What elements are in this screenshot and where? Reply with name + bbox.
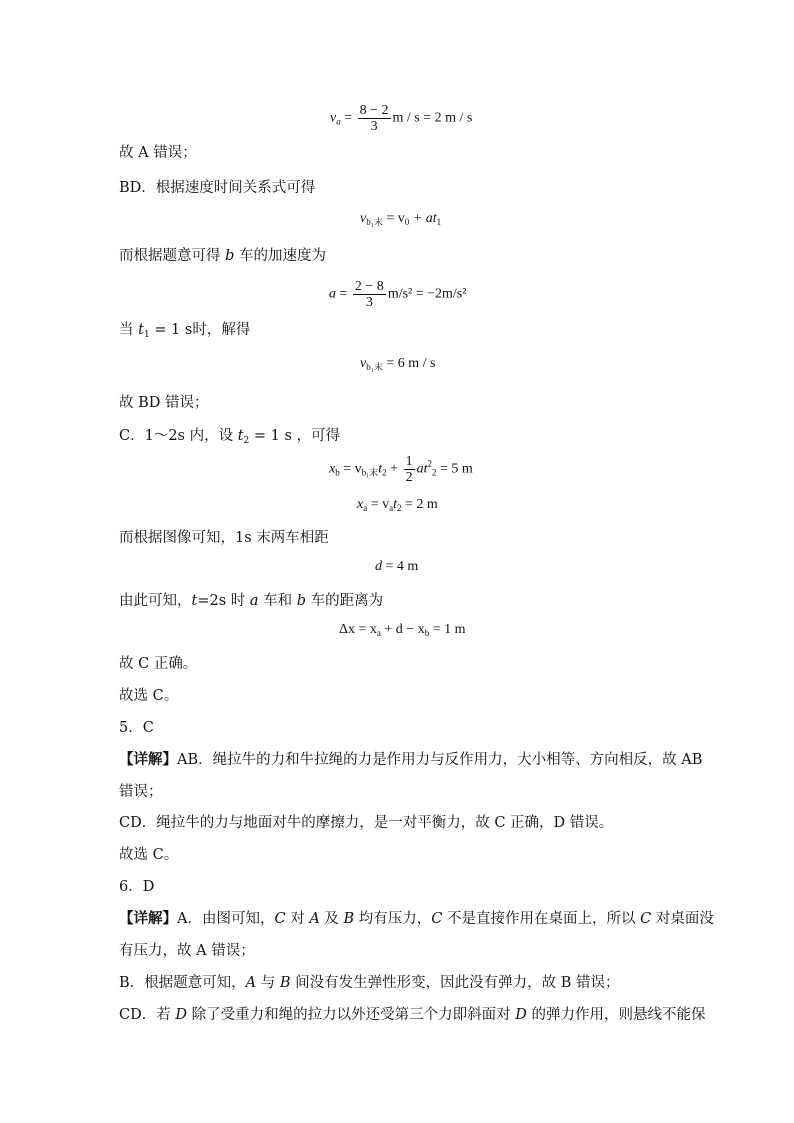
text-line: 有压力，故 A 错误； (119, 943, 255, 959)
text-line: 错误； (119, 784, 163, 800)
equation-acceleration: a = $\frac{2 - 8}{3}$ m/s² = −2m/s² (329, 279, 467, 310)
text-line: BD．根据速度时间关系式可得 (119, 180, 316, 196)
text-line: C．1～2s 内，设 $t_2 = 1$ s ，可得 (119, 428, 341, 446)
text-line: 而根据图像可知，1s 末两车相距 (119, 530, 329, 546)
text-line: 故 C 正确。 (119, 656, 198, 672)
question-number: 6．D (119, 879, 155, 895)
text-line: 故 A 错误； (119, 145, 197, 161)
text-line: 故选 C。 (119, 847, 179, 863)
equation-vb1: $v_{b_1末} = v_0 + at_1$ (360, 211, 442, 227)
equation-xa: $x_a = v_at_2 = 2$ m (357, 497, 438, 513)
text-line: 【详解】AB．绳拉牛的力和牛拉绳的力是作用力与反作用力，大小相等、方向相反，故 AB (119, 751, 703, 768)
equation-vb1-value: $v_{b_1末} = 6$ m / s (360, 356, 436, 372)
text-line: 故选 C。 (119, 688, 179, 704)
text-line: CD．若 D 除了受重力和绳的拉力以外还受第三个力即斜面对 D 的弹力作用，则悬线不能保 (119, 1007, 706, 1023)
text-line: 而根据题意可得 b 车的加速度为 (119, 248, 327, 264)
equation-xb: $x_b = v_{b_1末}t_2$ + $\frac{1}{2}$ $at^2_2 = 5$ m (329, 454, 473, 485)
text-line: B．根据题意可知，A 与 B 间没有发生弹性形变，因此没有弹力，故 B 错误； (119, 975, 620, 991)
text-line: 当 $t_1 = 1$ s时，解得 (119, 322, 251, 340)
equation-delta-x: $\Delta x = x_a + d - x_b = 1$ m (339, 622, 466, 638)
question-number: 5．C (119, 720, 154, 736)
text-line: 故 BD 错误； (119, 395, 209, 411)
text-line: 由此可知，t=2s 时 a 车和 b 车的距离为 (119, 593, 384, 609)
equation-d: d = 4 m (375, 559, 419, 574)
text-line: CD．绳拉牛的力与地面对牛的摩擦力，是一对平衡力，故 C 正确，D 错误。 (119, 815, 614, 831)
text-line: 【详解】A．由图可知，C 对 A 及 B 均有压力，C 不是直接作用在桌面上，所以 C 对桌面没 (119, 910, 714, 927)
equation-va: $v_a$ = $\frac{8 - 2}{3}$ m / s = 2 m / s (330, 103, 473, 134)
